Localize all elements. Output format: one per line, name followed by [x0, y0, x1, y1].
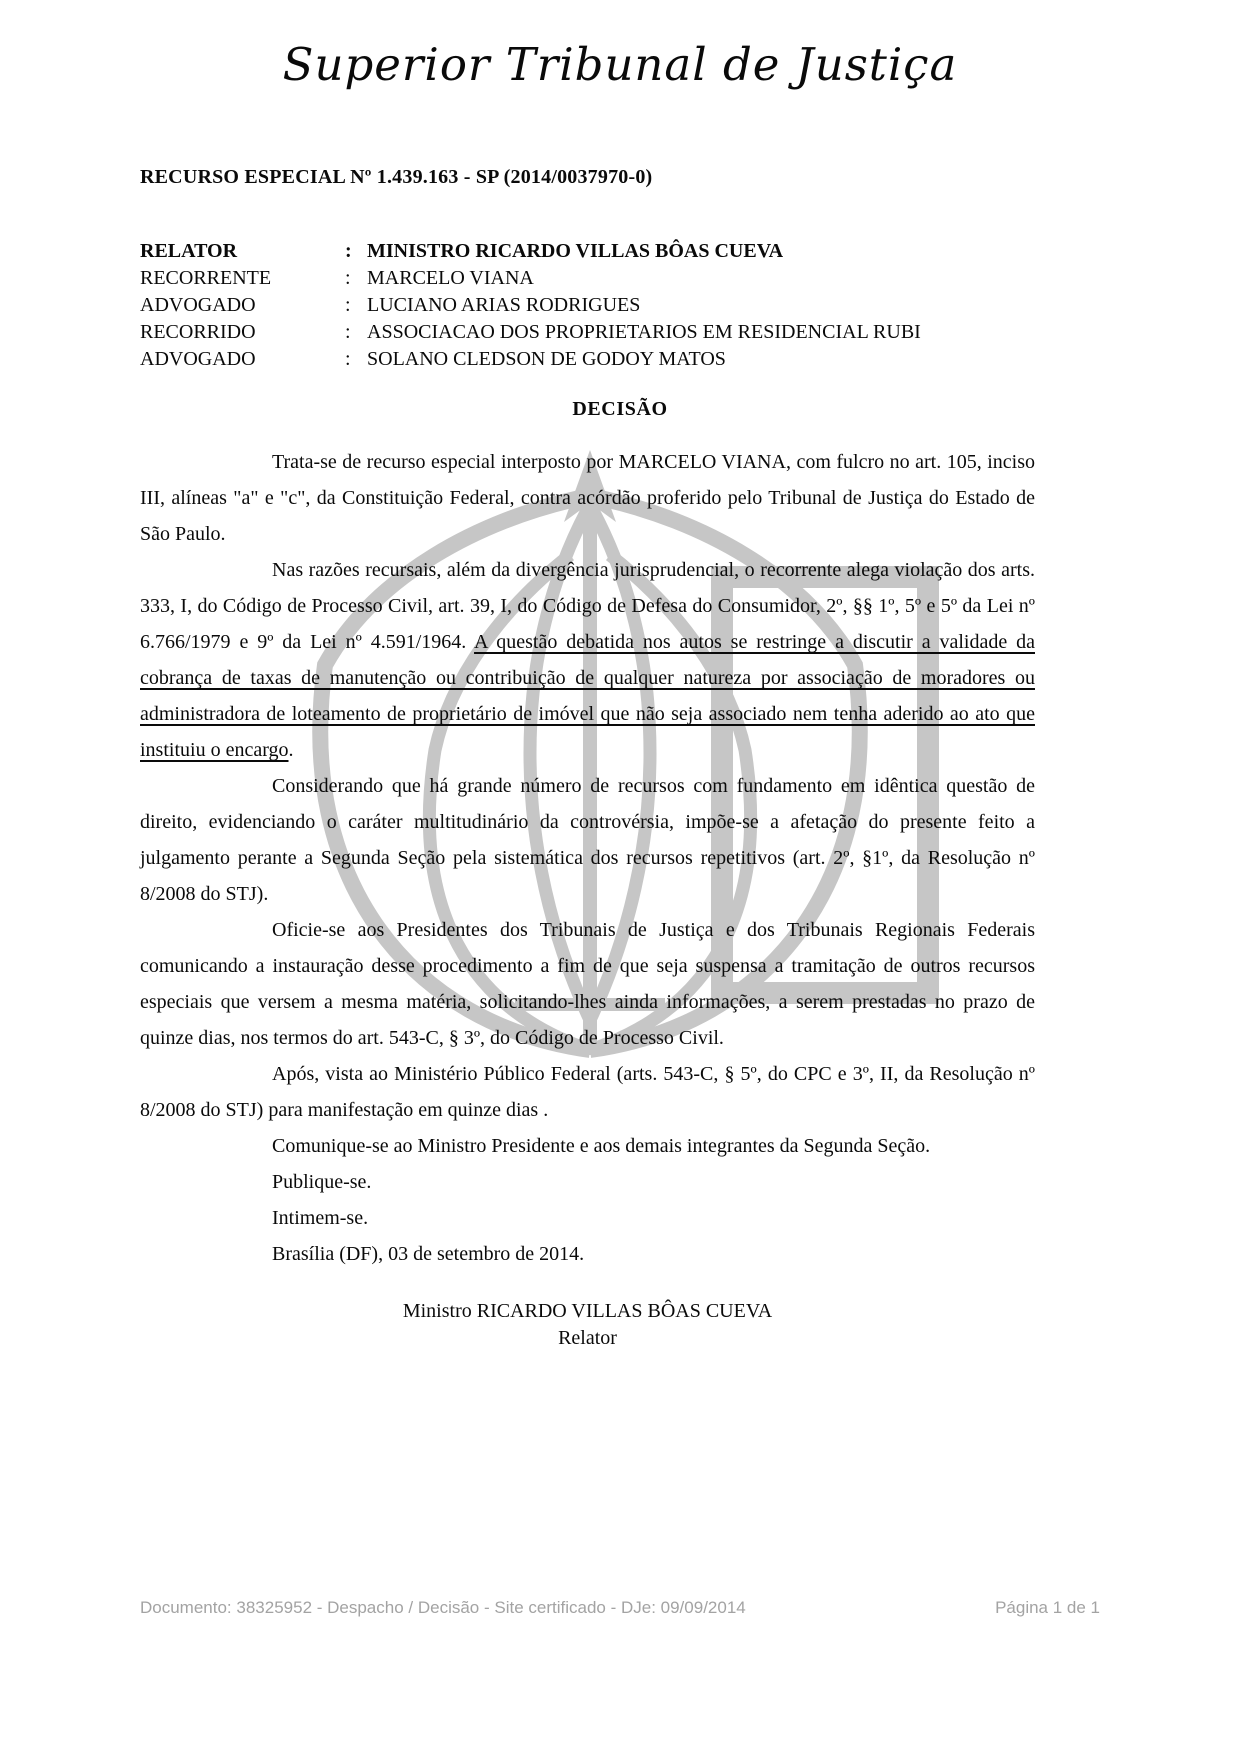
- page-footer: [140, 1598, 1100, 1618]
- party-row: [140, 346, 1060, 373]
- paragraph-text-tail: .: [288, 739, 294, 761]
- case-title: RECURSO ESPECIAL Nº 1.439.163 - SP (2014/0037970-0): [140, 166, 653, 188]
- party-separator: :: [345, 348, 351, 370]
- paragraph-text: Oficie-se aos Presidentes dos Tribunais de Justiça e dos Tribunais Regionais Federais comunicando a instauração desse procedimento a fim de que seja suspensa a tramitação de outros recursos especiais que versem a mesma matéria, solicitando-lhes ainda informações, a serem prestadas no prazo de quinze dias, nos termos do art. 543-C, § 3º, do Código de Processo Civil.: [140, 919, 1035, 1049]
- footer-document-info: Documento: 38325952 - Despacho / Decisão - Site certificado - DJe: 09/09/2014: [140, 1598, 746, 1617]
- decision-paragraph: [140, 1128, 1035, 1164]
- signature-role: Relator: [558, 1327, 617, 1349]
- party-separator: :: [345, 267, 351, 289]
- party-row: [140, 319, 1060, 346]
- decision-paragraph: [140, 552, 1035, 768]
- decision-paragraph: [140, 444, 1035, 552]
- party-value: MINISTRO RICARDO VILLAS BÔAS CUEVA: [367, 240, 784, 262]
- paragraph-text: Trata-se de recurso especial interposto por MARCELO VIANA, com fulcro no art. 105, inciso III, alíneas "a" e "c", da Constituição Federal, contra acórdão proferido pelo Tribunal de Justiça do Estado de São Paulo.: [140, 451, 1035, 545]
- party-row: [140, 238, 1060, 265]
- party-label: RELATOR: [140, 240, 238, 262]
- signature-name: Ministro RICARDO VILLAS BÔAS CUEVA: [402, 1300, 773, 1322]
- party-value: SOLANO CLEDSON DE GODOY MATOS: [367, 348, 726, 370]
- closing-line: Publique-se.: [272, 1171, 372, 1193]
- closing-line: Intimem-se.: [272, 1207, 369, 1229]
- party-value: LUCIANO ARIAS RODRIGUES: [367, 294, 641, 316]
- party-row: [140, 265, 1060, 292]
- paragraph-text: Nas razões recursais, além da divergência jurisprudencial, o recorrente alega violação dos arts. 333, I, do Código de Processo Civil, art. 39, I, do Código de Defesa do Consumidor, 2º, §§ 1º, 5º e 5º da Lei nº 6.766/1979 e 9º da Lei nº 4.591/1964.: [140, 559, 1035, 653]
- parties-table: [140, 238, 1060, 373]
- party-label: ADVOGADO: [140, 294, 256, 316]
- closing-line: Brasília (DF), 03 de setembro de 2014.: [272, 1243, 585, 1265]
- decision-paragraph: [140, 768, 1035, 912]
- decision-body: [140, 444, 1035, 1352]
- party-row: [140, 292, 1060, 319]
- party-value: MARCELO VIANA: [367, 267, 534, 289]
- party-value: ASSOCIACAO DOS PROPRIETARIOS EM RESIDENCIAL RUBI: [367, 321, 921, 343]
- party-label: ADVOGADO: [140, 348, 256, 370]
- party-label: RECORRENTE: [140, 267, 272, 289]
- signature-block: [140, 1298, 1035, 1352]
- footer-page-number: Página 1 de 1: [995, 1598, 1100, 1617]
- paragraph-text: Considerando que há grande número de recursos com fundamento em idêntica questão de direito, evidenciando o caráter multitudinário da controvérsia, impõe-se a afetação do presente feito a julgamento perante a Segunda Seção pela sistemática dos recursos repetitivos (art. 2º, §1º, da Resolução nº 8/2008 do STJ).: [140, 775, 1035, 905]
- party-separator: :: [345, 240, 352, 262]
- decision-paragraphs: [140, 444, 1035, 1164]
- court-name: Superior Tribunal de Justiça: [282, 38, 958, 91]
- paragraph-text: Após, vista ao Ministério Público Federal (arts. 543-C, § 5º, do CPC e 3º, II, da Resolução nº 8/2008 do STJ) para manifestação em quinze dias .: [140, 1063, 1035, 1121]
- closing-lines: [140, 1164, 1035, 1272]
- paragraph-text: Comunique-se ao Ministro Presidente e aos demais integrantes da Segunda Seção.: [272, 1135, 931, 1157]
- underlined-text: A questão debatida nos autos se restringe a discutir a validade da cobrança de taxas de manutenção ou contribuição de qualquer natureza por associação de moradores ou administradora de loteamento de proprietário de imóvel que não seja associado nem tenha aderido ao ato que instituiu o encargo: [140, 631, 1035, 761]
- decision-heading: DECISÃO: [572, 398, 668, 420]
- party-separator: :: [345, 294, 351, 316]
- party-label: RECORRIDO: [140, 321, 256, 343]
- party-separator: :: [345, 321, 351, 343]
- decision-paragraph: [140, 1056, 1035, 1128]
- decision-paragraph: [140, 912, 1035, 1056]
